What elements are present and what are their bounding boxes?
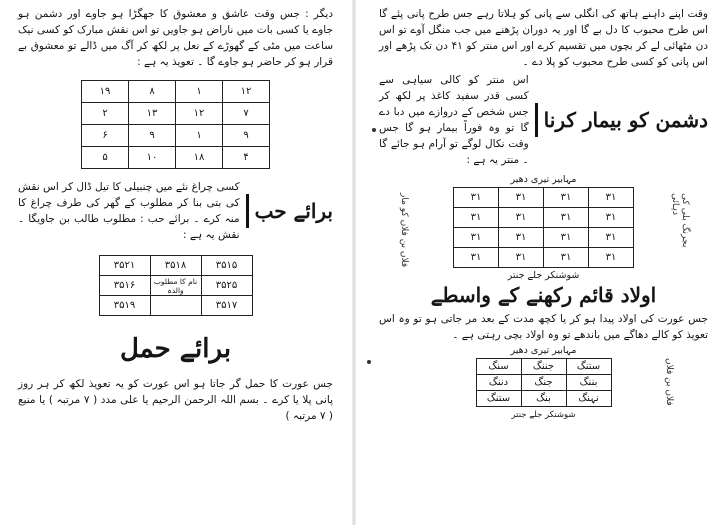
- hubb-section: [18, 179, 333, 243]
- right-paragraph-1: وقت اپنے داہنے ہاتھ کی انگلی سے پانی کو ہلاتا رہے جس طرح پانی پئے گا اس طرح محبوب کا دل بے گا اور یہ دوران پڑھنے میں جب منگل آوے تو اس دن مٹھائی لے کر بچوں میں تقسیم کرے اور اس منتر کو ۴۱ دن تک پڑھے اور اس پانی کو کسی طرح محبوب کو پلا دے ۔: [379, 8, 708, 68]
- grid-cell: ۳۱: [589, 208, 634, 228]
- grid-cell: ۳۱: [499, 188, 544, 208]
- grid-cell: ۱۰: [129, 147, 176, 169]
- grid-cell: ۲: [82, 103, 129, 125]
- grid-cell: ۳۱: [544, 188, 589, 208]
- grid-cell: دننگ: [476, 375, 521, 391]
- enemy-heading: دشمن کو بیمار کرنا: [543, 108, 708, 132]
- grid-cell: ۱: [176, 81, 223, 103]
- grid-cell: ۳۵۱۶: [99, 276, 150, 296]
- haml-heading: برائے حمل: [119, 334, 232, 364]
- grid-row: [82, 103, 270, 125]
- grid-cell: ۵: [82, 147, 129, 169]
- grid3-side-note-right: بجرنگ بلی کی دہائی: [670, 193, 690, 248]
- grid-row: [454, 228, 634, 248]
- heading-bar: [246, 194, 249, 228]
- left-paragraph-1: دیگر : جس وقت عاشق و معشوق کا جھگڑا ہو جاوے اور دشمن ہو جاوے یا کسی بات میں ناراض ہو جاویں تو اس نقش مبارک کو کسی نیک ساعت میں مٹی کے گھوڑے کے نعل پر لکھ کر آگ میں ڈالے تو معشوق بے قرار ہو کر حاضر ہو جاوے گا ۔ تعویذ یہ ہے :: [18, 8, 333, 68]
- grid-cell: جنگ: [521, 375, 566, 391]
- grid-cell: ۳۵۱۹: [99, 296, 150, 316]
- grid-cell: ۱۸: [176, 147, 223, 169]
- grid-cell: بننگ: [566, 375, 611, 391]
- hubb-text: کسی چراغ نئے میں چنبیلی کا تیل ڈال کر اس نقش کی بتی بنا کر مطلوب کے گھر کی طرف چراغ کا منہ کرے ۔ برائے حب : مطلوب طالب بن جاویگا ۔ نقش یہ ہے :: [18, 181, 240, 241]
- grid-cell: ۳۱: [589, 188, 634, 208]
- book-gutter: [352, 0, 356, 525]
- grid-cell: ۳۱: [544, 228, 589, 248]
- magic-square-grid-2: [99, 255, 253, 316]
- grid-cell: ۳۱: [544, 208, 589, 228]
- grid-cell: ۳۱: [499, 228, 544, 248]
- grid-cell: ۳۱: [499, 248, 544, 268]
- grid-cell: ۳۵۲۵: [201, 276, 252, 296]
- grid-row: [476, 391, 611, 407]
- grid-row: [82, 147, 270, 169]
- grid-row: [99, 256, 252, 276]
- grid-row: [476, 359, 611, 375]
- grid-cell: ۱: [176, 125, 223, 147]
- grid-cell: ۳۱: [589, 228, 634, 248]
- grid-row: [454, 248, 634, 268]
- grid3-caption-top: مہابیر تیری دھیر: [510, 174, 577, 185]
- grid-cell: ستنگ: [476, 391, 521, 407]
- grid3-side-note-left: فلاں بن فلاں کو مار: [399, 193, 409, 268]
- grid4-caption-top: مہابیر تیری دھیر: [510, 345, 577, 356]
- grid-cell: ۳۱: [454, 228, 499, 248]
- magic-square-grid-3: [453, 187, 634, 268]
- grid-cell: ۱۲: [223, 81, 270, 103]
- grid-cell: ۳۱: [589, 248, 634, 268]
- grid-cell: ۹: [129, 125, 176, 147]
- offspring-heading: اولاد قائم رکھنے کے واسطے: [430, 283, 657, 307]
- grid-cell: ۱۹: [82, 81, 129, 103]
- grid-cell: ۳۱: [454, 188, 499, 208]
- grid3-caption-bottom: شوشنکر جلے جنتر: [507, 270, 580, 281]
- grid-row: [454, 208, 634, 228]
- grid-cell: بنگ: [521, 391, 566, 407]
- grid-cell: ۳۵۱۸: [150, 256, 201, 276]
- haml-text: جس عورت کا حمل گر جاتا ہو اس عورت کو یہ تعویذ لکھ کر ہر روز پانی پلا یا کرے ۔ بسم اللہ الرحمن الرحیم یا علی مدد ( ۷ مرتبہ ) یا منیع ( ۷ مرتبہ ): [18, 378, 333, 422]
- grid-row: [454, 188, 634, 208]
- grid-cell: نام کا مطلوب والدہ: [150, 276, 201, 296]
- grid-cell: ۳۵۱۷: [201, 296, 252, 316]
- grid-cell: ۸: [129, 81, 176, 103]
- grid-row: [99, 296, 252, 316]
- grid-row: [82, 125, 270, 147]
- grid-cell: جننگ: [521, 359, 566, 375]
- magic-square-grid-1: [81, 80, 270, 169]
- grid-row: [82, 81, 270, 103]
- grid4-wrapper: [379, 358, 708, 407]
- enemy-text: اس منتر کو کالی سیاہی سے کسی قدر سفید کاغذ پر لکھ کر جس شخص کے دروازے میں دبا دے گا تو وہ فوراً بیمار ہو گا جس وقت نکال لوگے تو آرام ہو جائے گا ۔ منتر یہ ہے :: [379, 74, 529, 166]
- grid-cell: ۳۱: [454, 248, 499, 268]
- grid4-side-note: فلاں بن فلاں: [664, 358, 674, 406]
- left-page: [0, 0, 345, 525]
- grid-cell: ۳۵۲۱: [99, 256, 150, 276]
- grid-cell: سنگ: [476, 359, 521, 375]
- grid-row: [476, 375, 611, 391]
- heading-bar: [535, 103, 538, 137]
- grid-cell: ۴: [223, 147, 270, 169]
- grid-cell: [150, 296, 201, 316]
- grid-cell: ۳۱: [454, 208, 499, 228]
- grid-cell: ۶: [82, 125, 129, 147]
- grid-cell: ۳۱: [499, 208, 544, 228]
- magic-square-grid-4: [476, 358, 612, 407]
- grid-cell: ۱۳: [129, 103, 176, 125]
- enemy-section: [379, 72, 708, 168]
- grid-cell: ۹: [223, 125, 270, 147]
- grid3-wrapper: [379, 187, 708, 268]
- right-page: [365, 0, 722, 525]
- grid-cell: ۳۵۱۵: [201, 256, 252, 276]
- grid4-caption-bottom: شوشنکر جلے جنتر: [511, 410, 576, 420]
- grid-cell: ستنگ: [566, 359, 611, 375]
- grid-cell: ۱۲: [176, 103, 223, 125]
- grid-row: [99, 276, 252, 296]
- hubb-heading: برائے حب: [254, 199, 333, 223]
- grid-cell: نہنگ: [566, 391, 611, 407]
- offspring-text: جس عورت کی اولاد پیدا ہو کر یا کچھ مدت کے بعد مر جاتی ہو تو وہ اس تعویذ کو کالے دھاگے میں باندھے تو وہ اولاد بچی رہتی ہے ۔: [379, 313, 708, 341]
- grid-cell: ۳۱: [544, 248, 589, 268]
- grid-cell: ۷: [223, 103, 270, 125]
